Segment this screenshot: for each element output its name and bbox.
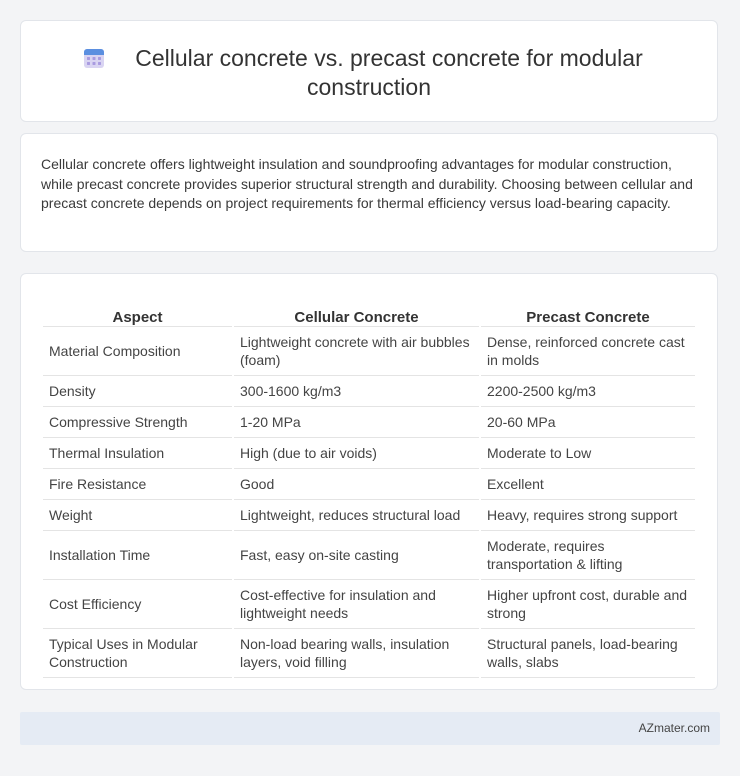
footer-brand[interactable]: AZmater.com — [638, 721, 710, 735]
cell-aspect: Installation Time — [43, 531, 232, 580]
page-title-line-2: construction — [306, 74, 431, 100]
table-row — [43, 580, 695, 629]
page-title — [21, 44, 717, 102]
cell-aspect: Fire Resistance — [43, 469, 232, 500]
title-card — [20, 20, 718, 122]
cell-aspect: Compressive Strength — [43, 407, 232, 438]
cell-cellular: Lightweight concrete with air bubbles (foam) — [234, 327, 479, 376]
summary-card — [20, 133, 718, 252]
cell-precast: Excellent — [481, 469, 695, 500]
cell-cellular: Good — [234, 469, 479, 500]
cell-precast: Dense, reinforced concrete cast in molds — [481, 327, 695, 376]
cell-precast: Heavy, requires strong support — [481, 500, 695, 531]
header-precast: Precast Concrete — [481, 294, 695, 327]
cell-cellular: Cost-effective for insulation and lightweight needs — [234, 580, 479, 629]
cell-cellular: Non-load bearing walls, insulation layers, void filling — [234, 629, 479, 678]
comparison-table — [41, 294, 697, 678]
summary-text: Cellular concrete offers lightweight insulation and soundproofing advantages for modular construction, while precast concrete provides superior structural strength and durability. Choosing between cellular and precast concrete depends on project requirements for thermal efficiency versus load-bearing capacity. — [41, 156, 693, 211]
page-title-line-1: Cellular concrete vs. precast concrete for modular — [135, 45, 643, 71]
cell-aspect: Density — [43, 376, 232, 407]
cell-cellular: Fast, easy on-site casting — [234, 531, 479, 580]
table-row — [43, 469, 695, 500]
header-cellular: Cellular Concrete — [234, 294, 479, 327]
footer-bar — [20, 712, 720, 745]
cell-aspect: Typical Uses in Modular Construction — [43, 629, 232, 678]
cell-aspect: Thermal Insulation — [43, 438, 232, 469]
cell-aspect: Cost Efficiency — [43, 580, 232, 629]
cell-precast: Moderate, requires transportation & lifting — [481, 531, 695, 580]
cell-aspect: Material Composition — [43, 327, 232, 376]
cell-aspect: Weight — [43, 500, 232, 531]
header-aspect: Aspect — [43, 294, 232, 327]
table-row — [43, 407, 695, 438]
table-row — [43, 438, 695, 469]
table-header-row — [43, 294, 695, 327]
cell-precast: 20-60 MPa — [481, 407, 695, 438]
cell-precast: 2200-2500 kg/m3 — [481, 376, 695, 407]
cell-cellular: 300-1600 kg/m3 — [234, 376, 479, 407]
table-row — [43, 500, 695, 531]
cell-precast: Higher upfront cost, durable and strong — [481, 580, 695, 629]
cell-precast: Structural panels, load-bearing walls, slabs — [481, 629, 695, 678]
table-row — [43, 531, 695, 580]
table-row — [43, 629, 695, 678]
table-row — [43, 376, 695, 407]
cell-cellular: Lightweight, reduces structural load — [234, 500, 479, 531]
cell-precast: Moderate to Low — [481, 438, 695, 469]
comparison-card — [20, 273, 718, 690]
cell-cellular: High (due to air voids) — [234, 438, 479, 469]
table-row — [43, 327, 695, 376]
cell-cellular: 1-20 MPa — [234, 407, 479, 438]
